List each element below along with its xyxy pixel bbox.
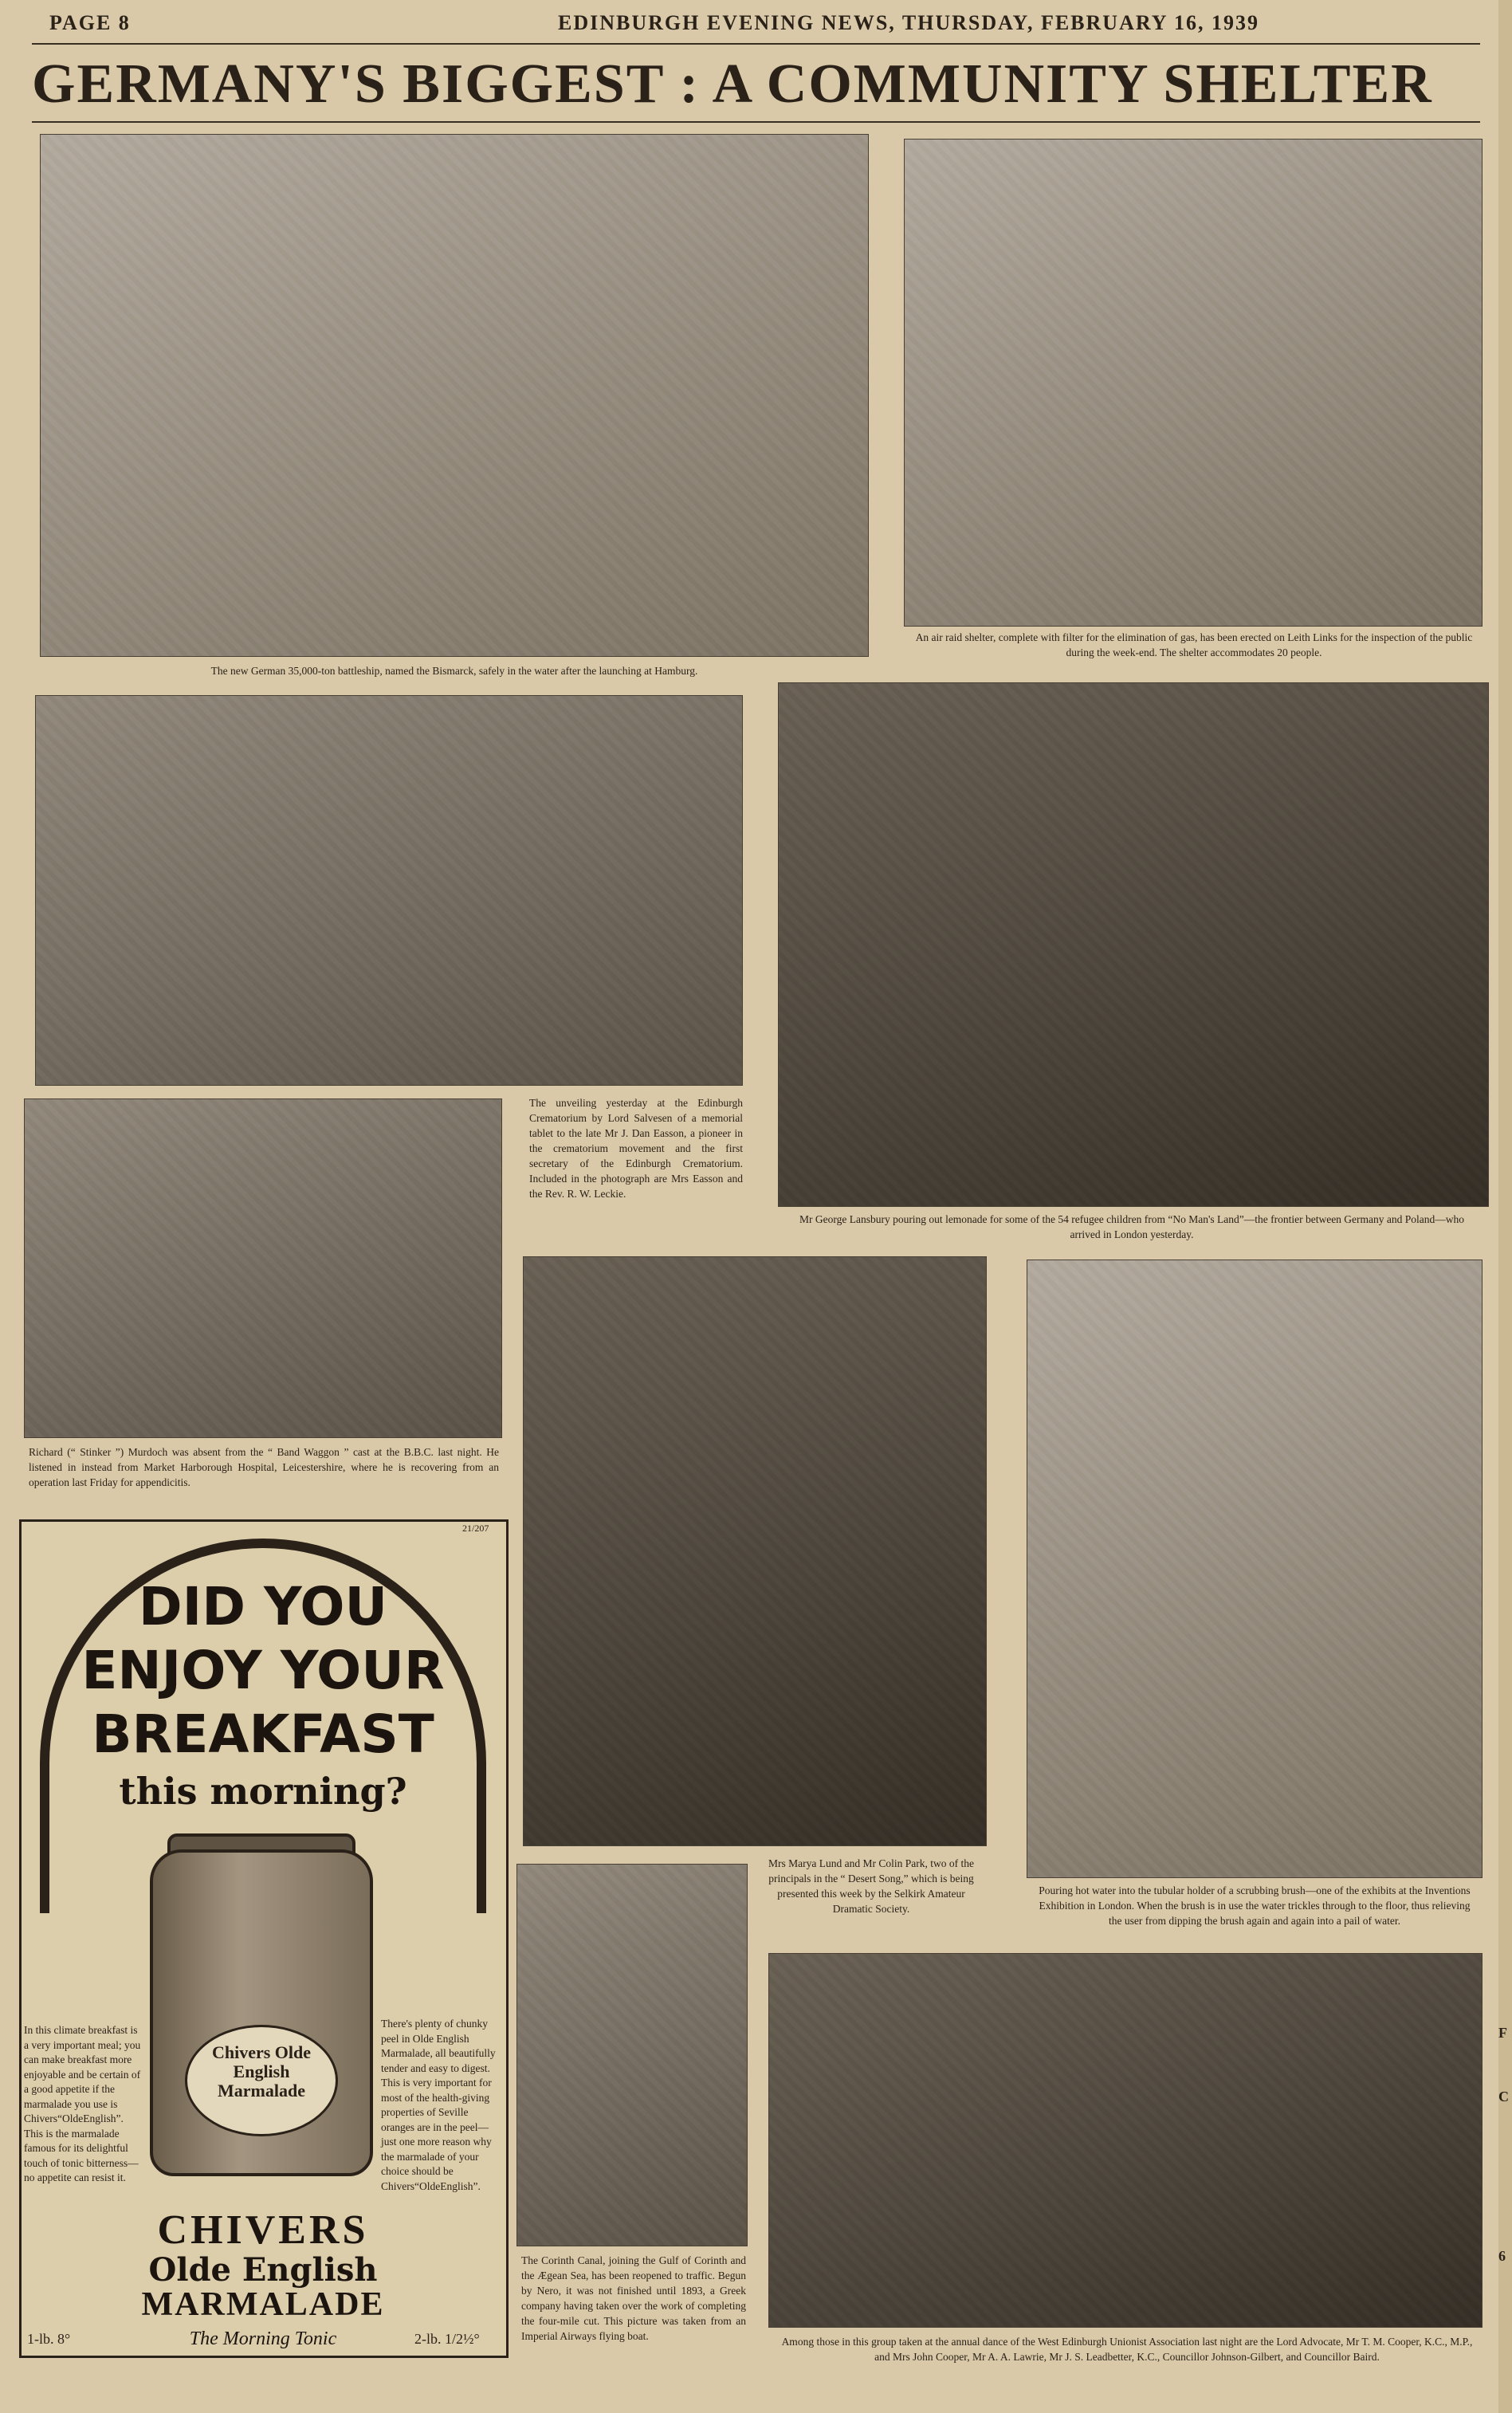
side-letter-1: F (1498, 2025, 1507, 2041)
page-headline: GERMANY'S BIGGEST : A COMMUNITY SHELTER (32, 53, 1433, 115)
lansbury-caption: Mr George Lansbury pouring out lemonade for some of the 54 refugee children from “No Man's Land”—the frontier between Germany and Poland—who arrived in London yesterday. (799, 1213, 1465, 1240)
advert-right-text: There's plenty of chunky peel in Olde English Marmalade, all beautifully tender and easy to digest. This is very important for most of the health-giving properties of Seville oranges are in the peel—just one more reason why the marmalade of your choice should be Chivers“OldeEnglish”. (381, 2018, 496, 2192)
advert-line-1: DID YOU (138, 1576, 388, 1637)
advert-line-3: BREAKFAST (92, 1704, 434, 1765)
unionist-dance-caption: Among those in this group taken at the annual dance of the West Edinburgh Unionist Association last night are the Lord Advocate, Mr T. M. Cooper, K.C., M.P., and Mrs John Cooper, Mr A. A. Lawrie, Mr J. S. Leadbetter, K.C., Councillor Johnson-Gilbert, and Councillor Baird. (781, 2336, 1473, 2363)
advert-brand: CHIVERS (157, 2207, 369, 2253)
bismarck-photo (40, 134, 869, 657)
advert-product-1: Olde English (148, 2251, 378, 2289)
shelter-caption: An air raid shelter, complete with filter for the elimination of gas, has been erected on Leith Links for the inspection of the public during the week-end. The shelter accommodates 20 people. (915, 631, 1473, 658)
crematorium-photo (35, 695, 743, 1086)
adjacent-page-strip (1498, 0, 1512, 2413)
shelter-photo (904, 139, 1483, 627)
murdoch-photo (24, 1098, 502, 1438)
headline-rule (32, 121, 1480, 123)
masthead-rule (32, 43, 1480, 45)
page-number: PAGE 8 (49, 11, 131, 34)
unionist-dance-photo (768, 1953, 1483, 2328)
murdoch-caption: Richard (“ Stinker ”) Murdoch was absent from the “ Band Waggon ” cast at the B.B.C. last night. He listened in instead from Market Harborough Hospital, Leicestershire, where he is recovering from an operation last Friday for appendicitis. (29, 1446, 499, 1488)
jar-label: Chivers Olde English Marmalade (185, 2025, 338, 2136)
lansbury-photo (778, 682, 1489, 1207)
desert-song-photo (523, 1256, 987, 1846)
advert-line-4: this morning? (119, 1770, 407, 1813)
advert-price-large: 2-lb. 1/2½° (414, 2331, 480, 2347)
advert-price-small: 1-lb. 8° (27, 2331, 71, 2347)
advert-product-2: MARMALADE (141, 2286, 385, 2323)
scrubbing-brush-caption: Pouring hot water into the tubular holder of a scrubbing brush—one of the exhibits at the Inventions Exhibition in London. When the brush is in use the water trickles through to the floor, thus relieving the user from dipping the brush again and again into a pail of water. (1039, 1884, 1471, 1927)
bismarck-caption: The new German 35,000-ton battleship, named the Bismarck, safely in the water after the launching at Hamburg. (210, 665, 698, 677)
corinth-canal-photo (516, 1864, 748, 2246)
scrubbing-brush-photo (1027, 1260, 1483, 1878)
advert-line-2: ENJOY YOUR (81, 1640, 445, 1701)
crematorium-caption: The unveiling yesterday at the Edinburgh Crematorium by Lord Salvesen of a memorial tablet to the late Mr J. Dan Easson, a pioneer in the crematorium movement and the first secretary of the Edinburgh Crematorium. Included in the photograph are Mrs Easson and the Rev. R. W. Leckie. (529, 1097, 743, 1200)
side-letter-3: 6 (1498, 2248, 1506, 2264)
advert-left-text: In this climate breakfast is a very important meal; you can make breakfast more enjoyable and be certain of a good appetite if the marmalade you use is Chivers“OldeEnglish”. This is the marmalade famous for its delightful touch of tonic bitterness—no appetite can resist it. (24, 2024, 141, 2183)
paper-dateline: EDINBURGH EVENING NEWS, THURSDAY, FEBRUARY 16, 1939 (558, 11, 1260, 34)
corinth-caption: The Corinth Canal, joining the Gulf of Corinth and the Ægean Sea, has been reopened to traffic. Begun by Nero, it was not finished until 1893, a Greek company having taken over the work of completing the four-mile cut. This picture was taken from an Imperial Airways flying boat. (521, 2254, 746, 2342)
advert-ref: 21/207 (462, 1523, 489, 1534)
advert-tagline: The Morning Tonic (189, 2329, 337, 2349)
desert-song-caption: Mrs Marya Lund and Mr Colin Park, two of the principals in the “ Desert Song,” which is being presented this week by the Selkirk Amateur Dramatic Society. (768, 1857, 974, 1915)
side-letter-2: C (1498, 2089, 1509, 2104)
